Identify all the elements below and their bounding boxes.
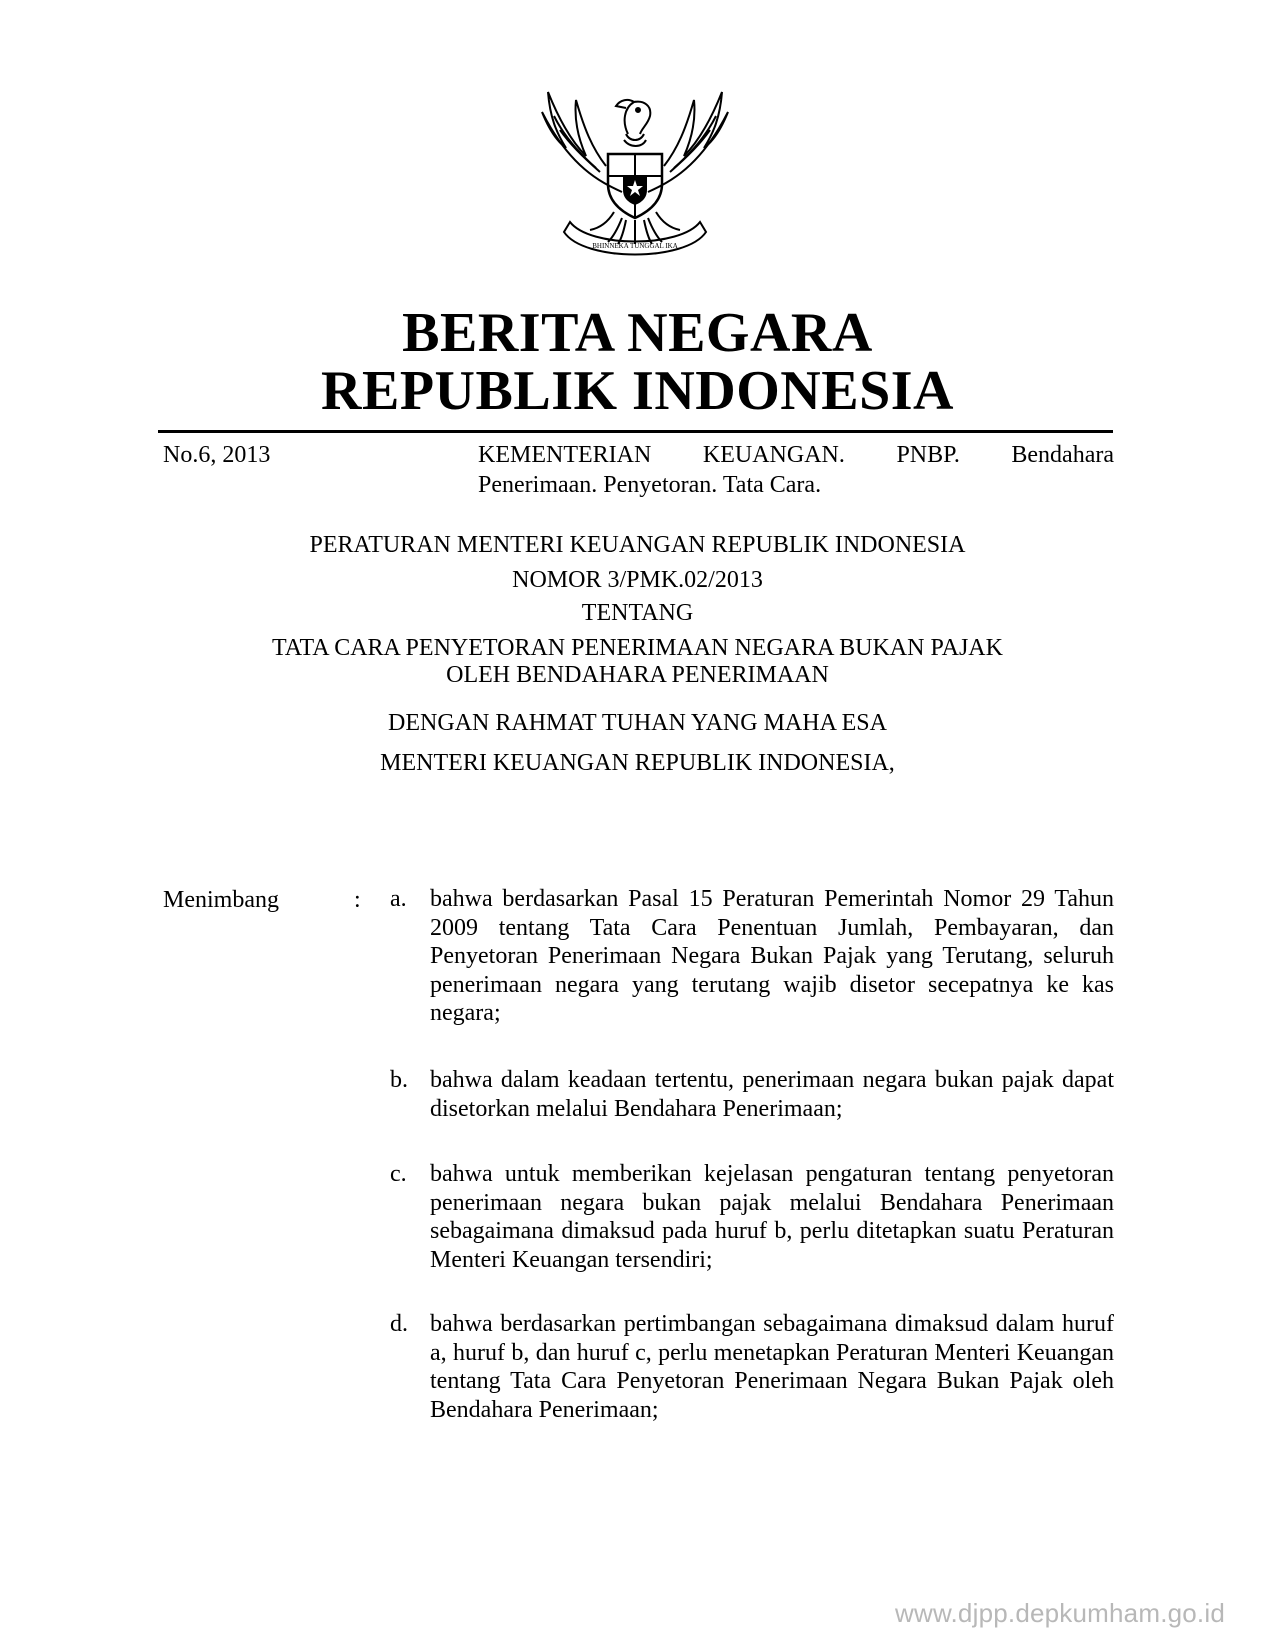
regulation-subject-line1: TATA CARA PENYETORAN PENERIMAAN NEGARA BUKAN PAJAK	[272, 635, 1003, 661]
regulation-about: TENTANG	[581, 600, 694, 626]
regulation-subject-line2: OLEH BENDAHARA PENERIMAAN	[446, 662, 829, 688]
item-text: bahwa berdasarkan pertimbangan sebagaimana dimaksud dalam huruf a, huruf b, dan huruf c, perlu menetapkan Peraturan Menteri Keuangan tentang Tata Cara Penyetoran Penerimaan Negara Bukan Pajak oleh Bendahara Penerimaan;	[430, 1311, 1114, 1423]
item-text: bahwa berdasarkan Pasal 15 Peraturan Pemerintah Nomor 29 Tahun 2009 tentang Tata Cara Penentuan Jumlah, Pembayaran, dan Penyetoran Penerimaan Negara Bukan Pajak yang Terutang, seluruh penerimaan negara yang terutang wajib disetor secepatnya ke kas negara;	[430, 886, 1114, 1027]
regulation-number: NOMOR 3/PMK.02/2013	[512, 567, 763, 593]
item-letter: d.	[390, 1311, 408, 1337]
issue-subject-line1: KEMENTERIAN KEUANGAN. PNBP. Bendahara	[478, 442, 1114, 468]
masthead-rule	[158, 430, 1113, 433]
invocation: DENGAN RAHMAT TUHAN YANG MAHA ESA	[388, 710, 887, 736]
svg-text:BHINNEKA TUNGGAL IKA: BHINNEKA TUNGGAL IKA	[592, 242, 678, 250]
menimbang-item	[390, 1066, 1114, 1123]
authority: MENTERI KEUANGAN REPUBLIK INDONESIA,	[380, 750, 895, 776]
item-letter: a.	[390, 886, 407, 912]
masthead-title: BERITA NEGARA	[402, 302, 873, 364]
item-text: bahwa untuk memberikan kejelasan pengaturan tentang penyetoran penerimaan negara bukan pajak melalui Bendahara Penerimaan sebagaimana dimaksud pada huruf b, perlu ditetapkan suatu Peraturan Menteri Keuangan tersendiri;	[430, 1161, 1114, 1273]
menimbang-item	[390, 1310, 1114, 1424]
garuda-pancasila-emblem	[530, 72, 740, 272]
issue-subject-line2: Penerimaan. Penyetoran. Tata Cara.	[478, 472, 822, 498]
issue-subject	[478, 440, 1114, 500]
issue-number: No.6, 2013	[163, 442, 271, 468]
footer-url-watermark: www.djpp.depkumham.go.id	[895, 1598, 1225, 1628]
item-letter: c.	[390, 1161, 407, 1187]
menimbang-colon: :	[354, 887, 361, 913]
menimbang-item	[390, 885, 1114, 1028]
item-letter: b.	[390, 1067, 408, 1093]
item-text: bahwa dalam keadaan tertentu, penerimaan negara bukan pajak dapat disetorkan melalui Bendahara Penerimaan;	[430, 1067, 1114, 1122]
menimbang-label: Menimbang	[163, 887, 279, 913]
regulation-title: PERATURAN MENTERI KEUANGAN REPUBLIK INDONESIA	[309, 532, 966, 558]
menimbang-item	[390, 1160, 1114, 1274]
masthead-subtitle: REPUBLIK INDONESIA	[321, 360, 954, 422]
